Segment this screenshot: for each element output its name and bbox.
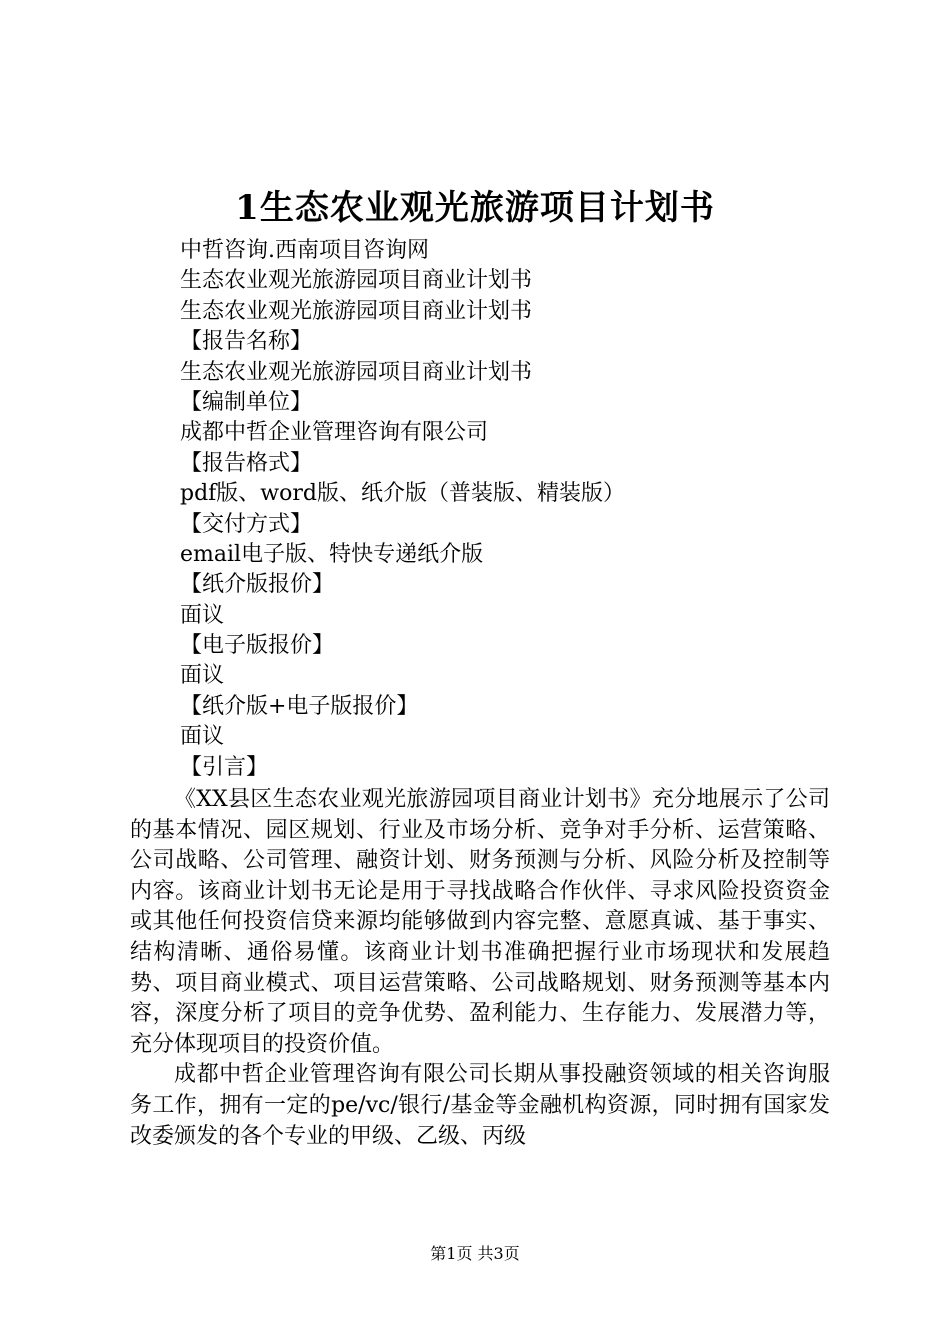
meta-line: 生态农业观光旅游园项目商业计划书: [180, 268, 533, 294]
section-label: 【纸介版报价】: [180, 572, 335, 598]
document-title: 1生态农业观光旅游项目计划书: [235, 188, 715, 228]
document-body: [130, 785, 830, 1152]
body-paragraph: 成都中哲企业管理咨询有限公司长期从事投融资领域的相关咨询服务工作，拥有一定的pe/vc/银行/基金等金融机构资源，同时拥有国家发改委颁发的各个专业的甲级、乙级、丙级: [130, 1062, 830, 1149]
section-label: 【电子版报价】: [180, 633, 335, 659]
page-footer: 第1页 共3页: [430, 1244, 520, 1263]
section-label: 【纸介版+电子版报价】: [180, 693, 419, 719]
section-label: 【引言】: [180, 754, 269, 780]
section-label: 【报告名称】: [180, 329, 313, 355]
meta-line: 面议: [180, 602, 225, 628]
meta-line: 生态农业观光旅游园项目商业计划书: [180, 298, 533, 324]
meta-line: 面议: [180, 663, 225, 689]
section-label: 【报告格式】: [180, 450, 313, 476]
meta-line: 面议: [180, 724, 225, 750]
section-label: 【编制单位】: [180, 389, 313, 415]
meta-line: 生态农业观光旅游园项目商业计划书: [180, 359, 533, 385]
meta-line: 成都中哲企业管理咨询有限公司: [180, 420, 489, 446]
meta-line: 中哲咨询.西南项目咨询网: [180, 238, 429, 263]
body-paragraph: 《XX县区生态农业观光旅游园项目商业计划书》充分地展示了公司的基本情况、园区规划、行业及市场分析、竞争对手分析、运营策略、公司战略、公司管理、融资计划、财务预测与分析、风险分析及控制等内容。该商业计划书无论是用于寻找战略合作伙伴、寻求风险投资资金或其他任何投资信贷来源均能够做到内容完整、意愿真诚、基于事实、结构清晰、通俗易懂。该商业计划书准确把握行业市场现状和发展趋势、项目商业模式、项目运营策略、公司战略规划、财务预测等基本内容，深度分析了项目的竞争优势、盈利能力、生存能力、发展潜力等，充分体现项目的投资价值。: [130, 787, 830, 1057]
meta-line: pdf版、word版、纸介版（普装版、精装版）: [180, 481, 625, 507]
document-meta-lines: [180, 236, 840, 783]
meta-line: email电子版、特快专递纸介版: [180, 541, 484, 567]
section-label: 【交付方式】: [180, 511, 313, 537]
